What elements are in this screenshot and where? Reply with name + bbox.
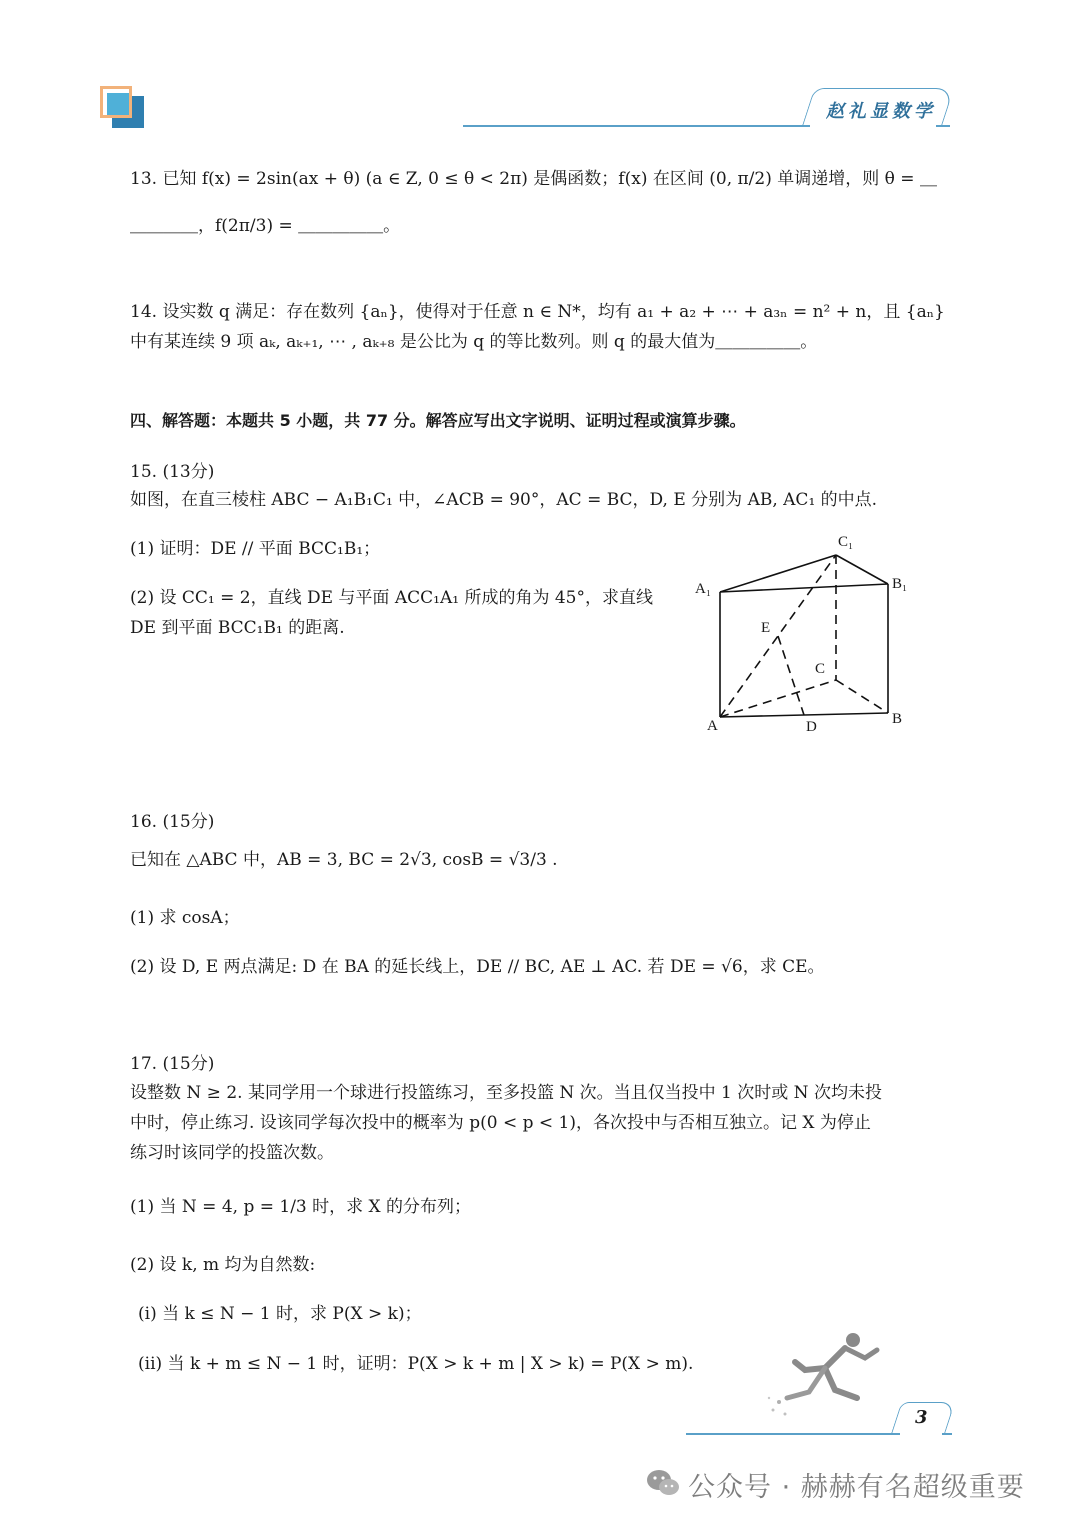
label-c1: C₁	[838, 534, 854, 550]
q15-part2-line2: DE 到平面 BCC₁B₁ 的距离.	[130, 618, 345, 638]
edge-c-b	[836, 680, 888, 713]
header-rule-end	[936, 125, 950, 127]
footer-rule-end	[942, 1433, 952, 1435]
watermark-text: 公众号 · 赫赫有名超级重要	[688, 1472, 1025, 1503]
q15-part1: (1) 证明：DE // 平面 BCC₁B₁；	[130, 539, 381, 559]
q14-line1: 14. 设实数 q 满足：存在数列 {aₙ}，使得对于任意 n ∈ N*，均有 a₁ + a₂ + ⋯ + a₃ₙ = n² + n，且 {aₙ}	[130, 302, 945, 322]
header-title: 赵礼显数学	[826, 101, 936, 122]
label-a: A	[707, 718, 718, 734]
label-e: E	[761, 620, 771, 636]
q16-stem: 已知在 △ABC 中，AB = 3, BC = 2√3, cosB = √3/3 .	[130, 850, 558, 870]
header-rule	[463, 125, 810, 127]
edge-c1-b1	[836, 555, 888, 584]
q17-part2-i: (i) 当 k ≤ N − 1 时，求 P(X > k)；	[138, 1304, 422, 1324]
q15-part2-line1: (2) 设 CC₁ = 2，直线 DE 与平面 ACC₁A₁ 所成的角为 45°，求直线	[130, 588, 653, 608]
label-d: D	[806, 719, 817, 735]
wechat-icon	[645, 1468, 681, 1498]
edge-a1-c1	[720, 555, 836, 592]
page-number: 3	[915, 1407, 928, 1428]
footer-rule	[686, 1433, 900, 1435]
q16-score: 16. (15分)	[130, 812, 215, 832]
q16-part1: (1) 求 cosA；	[130, 908, 240, 928]
q17-stem-line3: 练习时该同学的投篮次数。	[130, 1143, 334, 1163]
label-b1: B₁	[892, 576, 908, 592]
logo-square-inner	[107, 93, 129, 115]
edge-a1-b1	[720, 584, 888, 592]
runner-illustration	[765, 1328, 885, 1423]
edge-a-c	[720, 680, 836, 717]
q16-part2: (2) 设 D, E 两点满足: D 在 BA 的延长线上，DE // BC, AE ⊥ AC. 若 DE = √6，求 CE。	[130, 957, 825, 977]
label-c: C	[815, 661, 826, 677]
q17-part2: (2) 设 k, m 均为自然数:	[130, 1255, 316, 1275]
q17-score: 17. (15分)	[130, 1054, 215, 1074]
q15-stem: 如图，在直三棱柱 ABC − A₁B₁C₁ 中，∠ACB = 90°，AC = BC，D, E 分别为 AB, AC₁ 的中点.	[130, 490, 878, 510]
q17-part1: (1) 当 N = 4, p = 1/3 时，求 X 的分布列；	[130, 1197, 472, 1217]
q17-stem-line1: 设整数 N ≥ 2. 某同学用一个球进行投篮练习，至多投篮 N 次。当且仅当投中 1 次时或 N 次均未投	[130, 1083, 882, 1103]
label-b: B	[892, 711, 903, 727]
q17-stem-line2: 中时，停止练习. 设该同学每次投中的概率为 p(0 < p < 1)，各次投中与否相互独立。记 X 为停止	[130, 1113, 871, 1133]
q13-line2: ＿＿＿＿，f(2π/3) = ＿＿＿＿＿。	[130, 216, 401, 236]
q17-part2-ii: (ii) 当 k + m ≤ N − 1 时，证明：P(X > k + m | X > k) = P(X > m).	[138, 1354, 694, 1374]
section-heading: 四、解答题：本题共 5 小题，共 77 分。解答应写出文字说明、证明过程或演算步骤。	[130, 411, 746, 430]
q13-line1: 13. 已知 f(x) = 2sin(ax + θ) (a ∈ Z, 0 ≤ θ < 2π) 是偶函数；f(x) 在区间 (0, π/2) 单调递增，则 θ = ＿	[130, 169, 937, 189]
q15-score: 15. (13分)	[130, 462, 215, 482]
label-a1: A₁	[695, 581, 712, 597]
segment-d-e	[778, 636, 804, 715]
q14-line2: 中有某连续 9 项 aₖ, aₖ₊₁, ⋯ , aₖ₊₈ 是公比为 q 的等比数列。则 q 的最大值为＿＿＿＿＿。	[130, 332, 818, 352]
